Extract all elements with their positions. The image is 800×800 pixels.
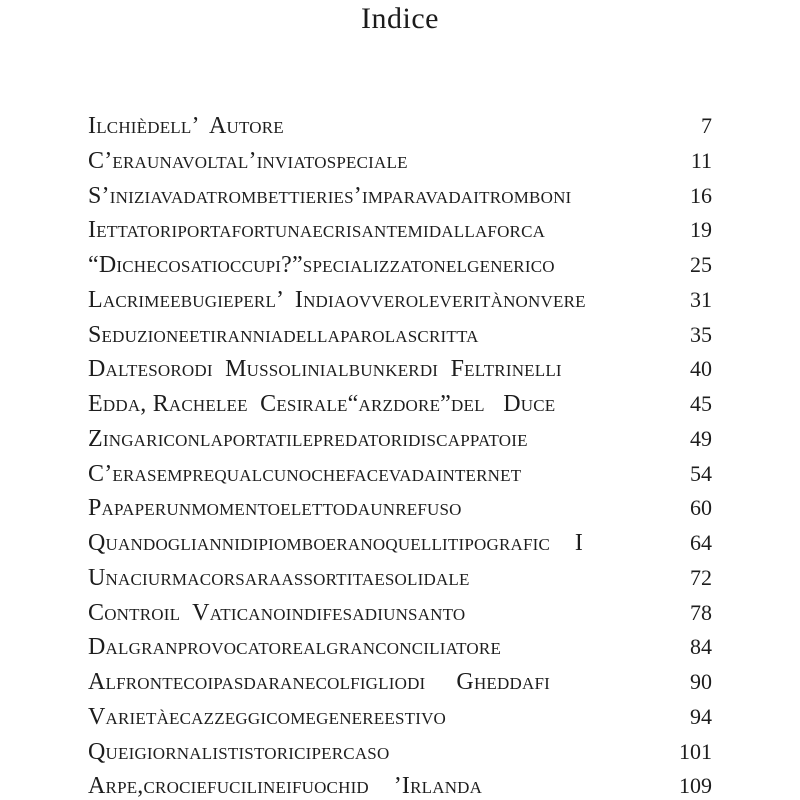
- toc-entry: [88, 109, 712, 144]
- toc-entry-title: “Dichecosatioccupi?”specializzatonelgenerico: [88, 252, 555, 278]
- toc-list: [88, 109, 712, 800]
- toc-entry-page: 101: [679, 738, 712, 764]
- toc-entry: [88, 179, 712, 214]
- toc-entry-page: 31: [690, 286, 712, 312]
- toc-entry: [88, 596, 712, 631]
- toc-entry: [88, 283, 712, 318]
- toc-entry-page: 90: [690, 669, 712, 694]
- toc-entry-page: 45: [690, 391, 712, 416]
- toc-entry-page: 49: [690, 425, 712, 451]
- toc-entry: [88, 665, 712, 700]
- toc-entry-page: 40: [690, 356, 712, 382]
- toc-entry-title: Quandogliannidipiomboeranoquellitipografic I: [88, 530, 584, 556]
- toc-entry-page: 72: [690, 564, 712, 590]
- page-title: Indice: [361, 2, 439, 35]
- toc-entry: [88, 213, 712, 248]
- toc-entry-title: Unaciurmacorsaraassortitaesolidale: [88, 564, 470, 591]
- toc-entry-title: Alfrontecoipasdaranecolfigliodi Gheddafi: [88, 669, 550, 695]
- toc-entry-page: 35: [690, 321, 712, 347]
- toc-entry-title: Ilchièdell’ Autore: [88, 113, 284, 139]
- toc-entry: [88, 561, 712, 596]
- toc-entry-page: 64: [690, 530, 712, 555]
- toc-entry-title: Papaperunmomentoelettodaunrefuso: [88, 495, 462, 522]
- toc-entry: [88, 700, 712, 735]
- toc-entry-page: 60: [690, 495, 712, 521]
- toc-entry: [88, 248, 712, 283]
- toc-entry: [88, 735, 712, 770]
- toc-entry: [88, 422, 712, 457]
- toc-entry-page: 54: [690, 460, 712, 486]
- toc-entry-title: Dalgranprovocatorealgranconciliatore: [88, 634, 502, 661]
- toc-entry: [88, 491, 712, 526]
- toc-entry-title: Daltesorodi Mussolinialbunkerdi Feltrinelli: [88, 356, 562, 383]
- toc-entry-title: Controil Vaticanoindifesadiunsanto: [88, 599, 466, 626]
- toc-entry: [88, 352, 712, 387]
- toc-entry: [88, 144, 712, 179]
- toc-entry-title: Lacrimeebugieperl’ Indiaovveroleveritànonvere: [88, 286, 586, 313]
- toc-entry-page: 109: [679, 773, 712, 799]
- toc-entry-page: 7: [701, 113, 712, 138]
- toc-entry-page: 16: [690, 182, 712, 208]
- toc-entry-title: Seduzioneetiranniadellaparolascritta: [88, 321, 479, 348]
- toc-entry: [88, 387, 712, 422]
- toc-entry-title: Iettatoriportafortunaecrisantemidallaforca: [88, 217, 546, 244]
- toc-entry-page: 11: [690, 147, 712, 173]
- toc-entry-page: 19: [690, 217, 712, 243]
- toc-entry: [88, 769, 712, 800]
- toc-entry-page: 25: [690, 252, 712, 277]
- toc-entry: [88, 526, 712, 561]
- toc-entry-page: 78: [690, 599, 712, 625]
- toc-entry-page: 94: [690, 703, 712, 729]
- toc-entry-title: S’iniziavadatrombettieries’imparavadaitromboni: [88, 182, 572, 209]
- toc-entry: [88, 630, 712, 665]
- toc-entry: [88, 457, 712, 492]
- toc-entry-title: Queigiornalististoricipercaso: [88, 738, 390, 765]
- toc-entry-title: C’erasemprequalcunochefacevadainternet: [88, 460, 522, 487]
- toc-entry-title: Edda, Rachelee Cesirale“arzdore”del Duce: [88, 391, 556, 417]
- toc-entry-page: 84: [690, 634, 712, 660]
- toc-entry-title: Zingariconlaportatilepredatoridiscappatoie: [88, 425, 528, 452]
- toc-entry-title: C’eraunavoltal’inviatospeciale: [88, 147, 408, 174]
- toc-entry-title: Varietàecazzeggicomegenereestivo: [88, 703, 447, 730]
- toc-entry: [88, 318, 712, 353]
- toc-entry-title: Arpe,crociefucilineifuochid ’Irlanda: [88, 773, 483, 800]
